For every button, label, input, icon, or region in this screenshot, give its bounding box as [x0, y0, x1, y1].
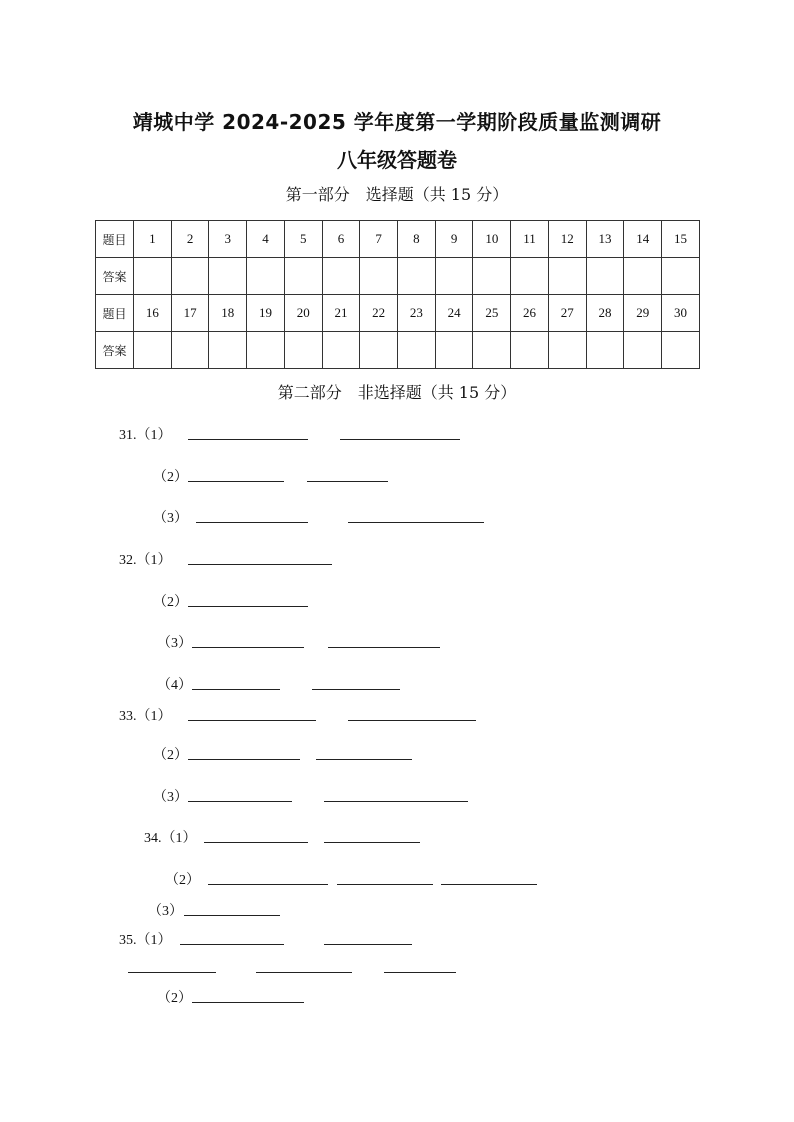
answer-cell[interactable] [624, 258, 662, 295]
answer-blank[interactable] [337, 884, 433, 885]
answer-cell[interactable] [435, 332, 473, 369]
question-33-1-label: 33.（1） [119, 709, 172, 724]
question-number: 14 [624, 221, 662, 258]
question-number: 30 [662, 295, 700, 332]
question-number: 27 [548, 295, 586, 332]
question-number: 24 [435, 295, 473, 332]
answer-cell[interactable] [247, 332, 285, 369]
question-34-1-label: 34.（1） [144, 831, 197, 846]
answer-blank[interactable] [192, 689, 280, 690]
question-number: 6 [322, 221, 360, 258]
answer-blank[interactable] [192, 1002, 304, 1003]
answer-cell[interactable] [171, 332, 209, 369]
answer-blank[interactable] [204, 842, 308, 843]
answer-cell[interactable] [209, 332, 247, 369]
question-number: 16 [134, 295, 172, 332]
answer-cell[interactable] [247, 258, 285, 295]
question-number: 28 [586, 295, 624, 332]
answer-cell[interactable] [322, 258, 360, 295]
part1-heading: 第一部分 选择题（共 15 分） [285, 185, 509, 204]
question-35-1-label: 35.（1） [119, 933, 172, 948]
row-label-answer: 答案 [96, 332, 134, 369]
answer-blank[interactable] [324, 842, 420, 843]
answer-cell[interactable] [548, 258, 586, 295]
answer-cell[interactable] [284, 332, 322, 369]
answer-blank[interactable] [316, 759, 412, 760]
question-35-2-label: （2） [157, 991, 192, 1006]
answer-blank[interactable] [312, 689, 400, 690]
answer-blank[interactable] [188, 801, 292, 802]
question-number: 17 [171, 295, 209, 332]
answer-blank[interactable] [328, 647, 440, 648]
question-number: 26 [511, 295, 549, 332]
exam-title: 靖城中学 2024-2025 学年度第一学期阶段质量监测调研 [132, 110, 662, 134]
answer-blank[interactable] [256, 972, 352, 973]
answer-blank[interactable] [384, 972, 456, 973]
answer-blank[interactable] [348, 522, 484, 523]
question-number: 18 [209, 295, 247, 332]
answer-cell[interactable] [209, 258, 247, 295]
answer-cell[interactable] [662, 332, 700, 369]
question-row-2 [96, 295, 700, 332]
answer-blank[interactable] [192, 647, 304, 648]
answer-blank[interactable] [307, 481, 388, 482]
answer-blank[interactable] [128, 972, 216, 973]
question-number: 12 [548, 221, 586, 258]
answer-blank[interactable] [188, 606, 308, 607]
answer-blank[interactable] [188, 481, 284, 482]
question-number: 3 [209, 221, 247, 258]
answer-blank[interactable] [188, 439, 308, 440]
answer-blank[interactable] [188, 720, 316, 721]
answer-blank[interactable] [188, 759, 300, 760]
question-number: 7 [360, 221, 398, 258]
answer-row-2 [96, 332, 700, 369]
question-number: 20 [284, 295, 322, 332]
answer-cell[interactable] [134, 332, 172, 369]
answer-cell[interactable] [473, 258, 511, 295]
question-number: 8 [398, 221, 436, 258]
answer-cell[interactable] [284, 258, 322, 295]
answer-row-1 [96, 258, 700, 295]
row-label-question: 题目 [96, 295, 134, 332]
answer-cell[interactable] [360, 332, 398, 369]
answer-cell[interactable] [322, 332, 360, 369]
question-32-1-label: 32.（1） [119, 553, 172, 568]
answer-cell[interactable] [398, 332, 436, 369]
answer-blank[interactable] [184, 915, 280, 916]
question-number: 29 [624, 295, 662, 332]
answer-cell[interactable] [398, 258, 436, 295]
question-number: 1 [134, 221, 172, 258]
answer-cell[interactable] [360, 258, 398, 295]
question-number: 22 [360, 295, 398, 332]
answer-cell[interactable] [586, 258, 624, 295]
answer-blank[interactable] [180, 944, 284, 945]
answer-blank[interactable] [340, 439, 460, 440]
question-31-2-label: （2） [153, 470, 188, 485]
question-number: 10 [473, 221, 511, 258]
answer-cell[interactable] [134, 258, 172, 295]
part2-heading: 第二部分 非选择题（共 15 分） [277, 383, 517, 402]
question-31-3-label: （3） [153, 511, 188, 526]
answer-grid [95, 220, 700, 369]
question-34-2-label: （2） [165, 873, 200, 888]
question-33-2-label: （2） [153, 748, 188, 763]
question-31-1-label: 31.（1） [119, 428, 172, 443]
question-number: 11 [511, 221, 549, 258]
question-34-3-label: （3） [148, 904, 183, 919]
question-number: 4 [247, 221, 285, 258]
answer-cell[interactable] [171, 258, 209, 295]
answer-cell[interactable] [624, 332, 662, 369]
answer-cell[interactable] [662, 258, 700, 295]
question-number: 19 [247, 295, 285, 332]
answer-blank[interactable] [441, 884, 537, 885]
row-label-question: 题目 [96, 221, 134, 258]
exam-subtitle: 八年级答题卷 [337, 148, 457, 172]
question-32-4-label: （4） [157, 678, 192, 693]
answer-blank[interactable] [348, 720, 476, 721]
answer-blank[interactable] [324, 801, 468, 802]
question-32-2-label: （2） [153, 595, 188, 610]
question-number: 2 [171, 221, 209, 258]
row-label-answer: 答案 [96, 258, 134, 295]
answer-cell[interactable] [586, 332, 624, 369]
question-number: 13 [586, 221, 624, 258]
question-33-3-label: （3） [153, 790, 188, 805]
question-number: 15 [662, 221, 700, 258]
answer-blank[interactable] [188, 564, 332, 565]
question-number: 25 [473, 295, 511, 332]
answer-blank[interactable] [208, 884, 328, 885]
answer-blank[interactable] [196, 522, 308, 523]
answer-cell[interactable] [548, 332, 586, 369]
answer-blank[interactable] [324, 944, 412, 945]
question-row-1 [96, 221, 700, 258]
question-number: 21 [322, 295, 360, 332]
question-number: 23 [398, 295, 436, 332]
question-number: 9 [435, 221, 473, 258]
question-number: 5 [284, 221, 322, 258]
answer-cell[interactable] [511, 332, 549, 369]
answer-cell[interactable] [473, 332, 511, 369]
question-32-3-label: （3） [157, 636, 192, 651]
answer-cell[interactable] [511, 258, 549, 295]
answer-cell[interactable] [435, 258, 473, 295]
